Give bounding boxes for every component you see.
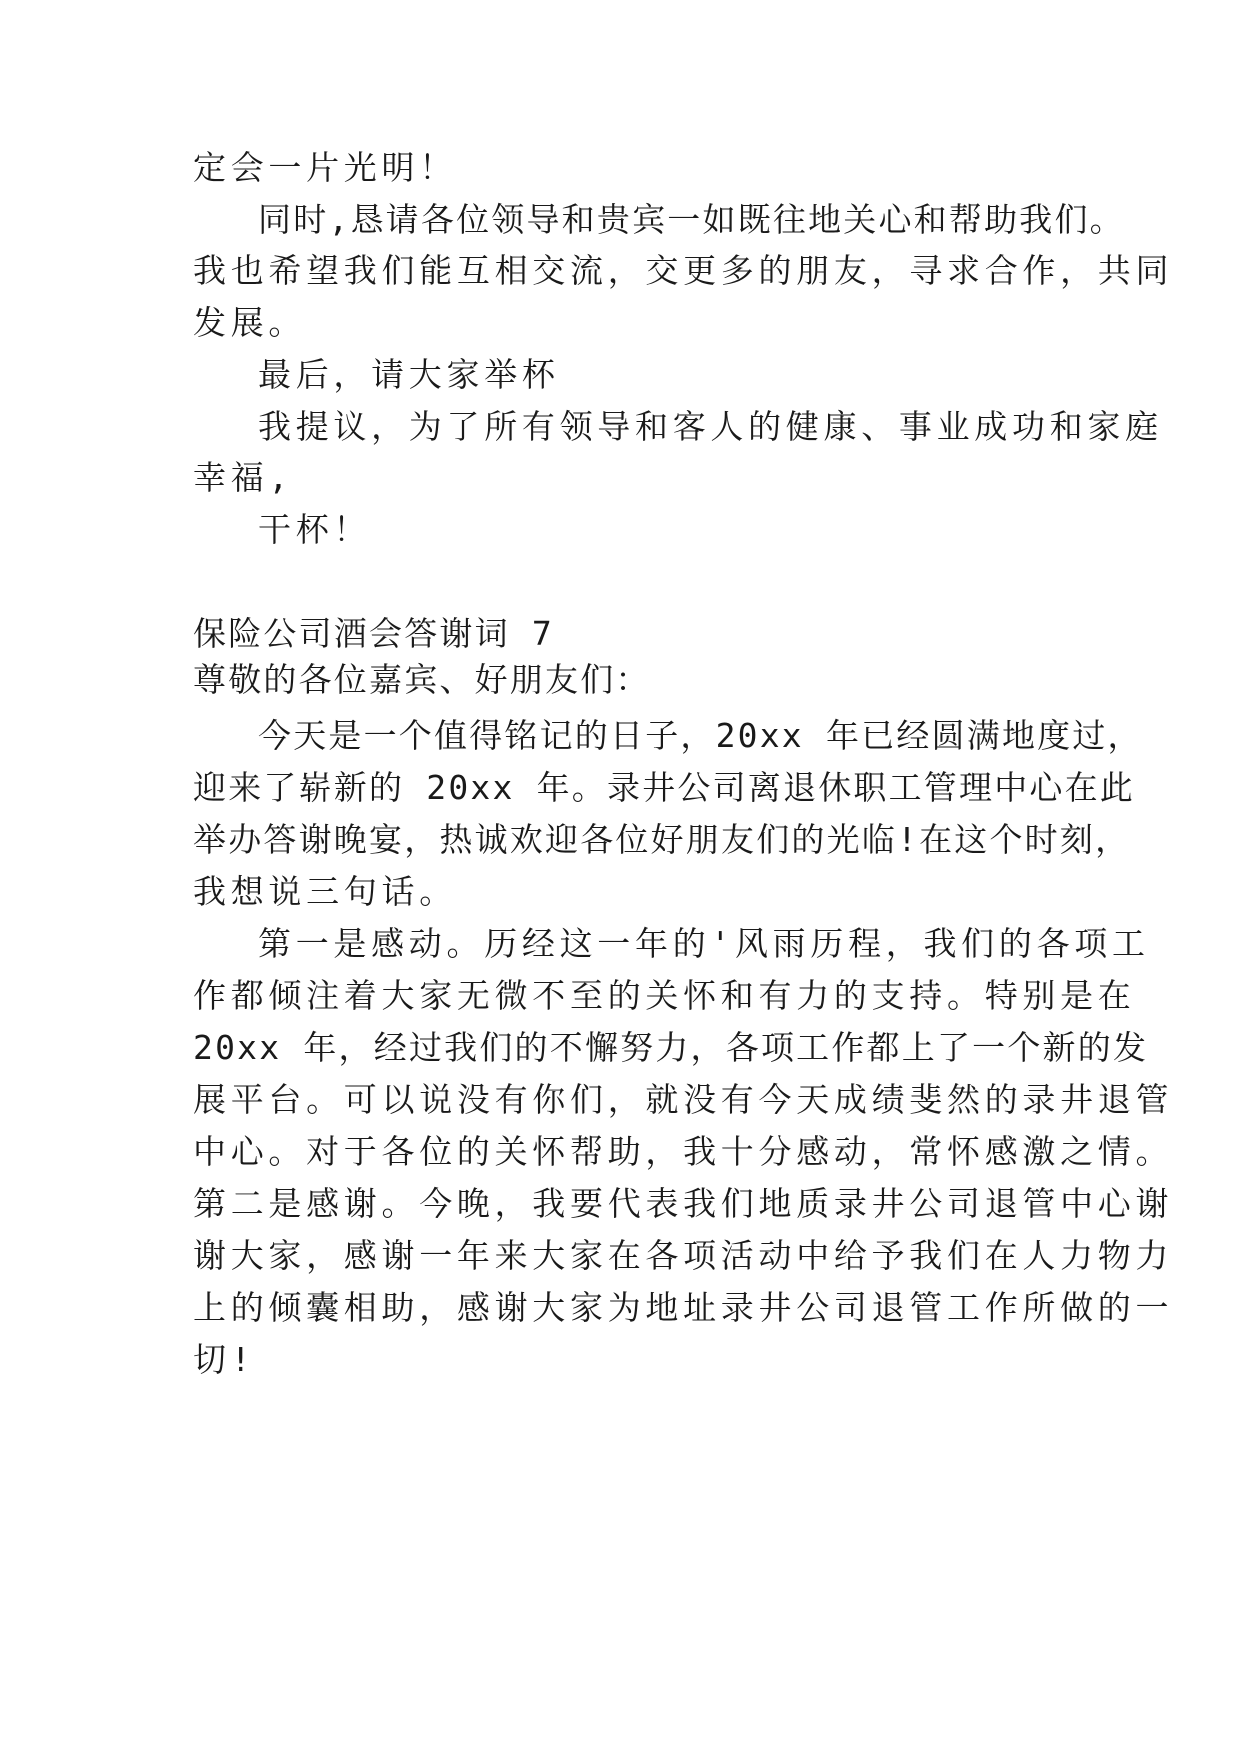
text-line: 第一是感动。历经这一年的'风雨历程，我们的各项工 <box>258 924 1150 963</box>
text-line: 迎来了崭新的 20xx 年。录井公司离退休职工管理中心在此 <box>193 768 1136 807</box>
text-line: 干杯！ <box>258 510 372 549</box>
text-line: 20xx 年，经过我们的不懈努力，各项工作都上了一个新的发 <box>193 1028 1149 1067</box>
text-line: 举办答谢晚宴，热诚欢迎各位好朋友们的光临!在这个时刻， <box>193 820 1131 859</box>
text-line: 最后，请大家举杯 <box>258 355 560 394</box>
text-line: 上的倾囊相助，感谢大家为地址录井公司退管工作所做的一 <box>193 1288 1174 1327</box>
text-line: 幸福, <box>193 458 293 497</box>
text-line: 谢大家，感谢一年来大家在各项活动中给予我们在人力物力 <box>193 1236 1174 1275</box>
text-line: 展平台。可以说没有你们，就没有今天成绩斐然的录井退管 <box>193 1080 1174 1119</box>
text-line: 同时,恳请各位领导和贵宾一如既往地关心和帮助我们。 <box>258 200 1125 239</box>
section-title: 保险公司酒会答谢词 7 <box>193 614 554 653</box>
text-line: 定会一片光明！ <box>193 148 457 187</box>
text-line: 发展。 <box>193 303 307 342</box>
text-line: 作都倾注着大家无微不至的关怀和有力的支持。特别是在 <box>193 976 1136 1015</box>
salutation: 尊敬的各位嘉宾、好朋友们： <box>193 660 651 699</box>
text-line: 我提议，为了所有领导和客人的健康、事业成功和家庭 <box>258 407 1163 446</box>
text-line: 中心。对于各位的关怀帮助，我十分感动，常怀感激之情。 <box>193 1132 1174 1171</box>
text-line: 今天是一个值得铭记的日子，20xx 年已经圆满地度过， <box>258 716 1143 755</box>
text-line: 我想说三句话。 <box>193 872 457 911</box>
text-line: 第二是感谢。今晚，我要代表我们地质录井公司退管中心谢 <box>193 1184 1174 1223</box>
text-line: 我也希望我们能互相交流，交更多的朋友，寻求合作，共同 <box>193 251 1174 290</box>
text-line: 切! <box>193 1340 256 1379</box>
